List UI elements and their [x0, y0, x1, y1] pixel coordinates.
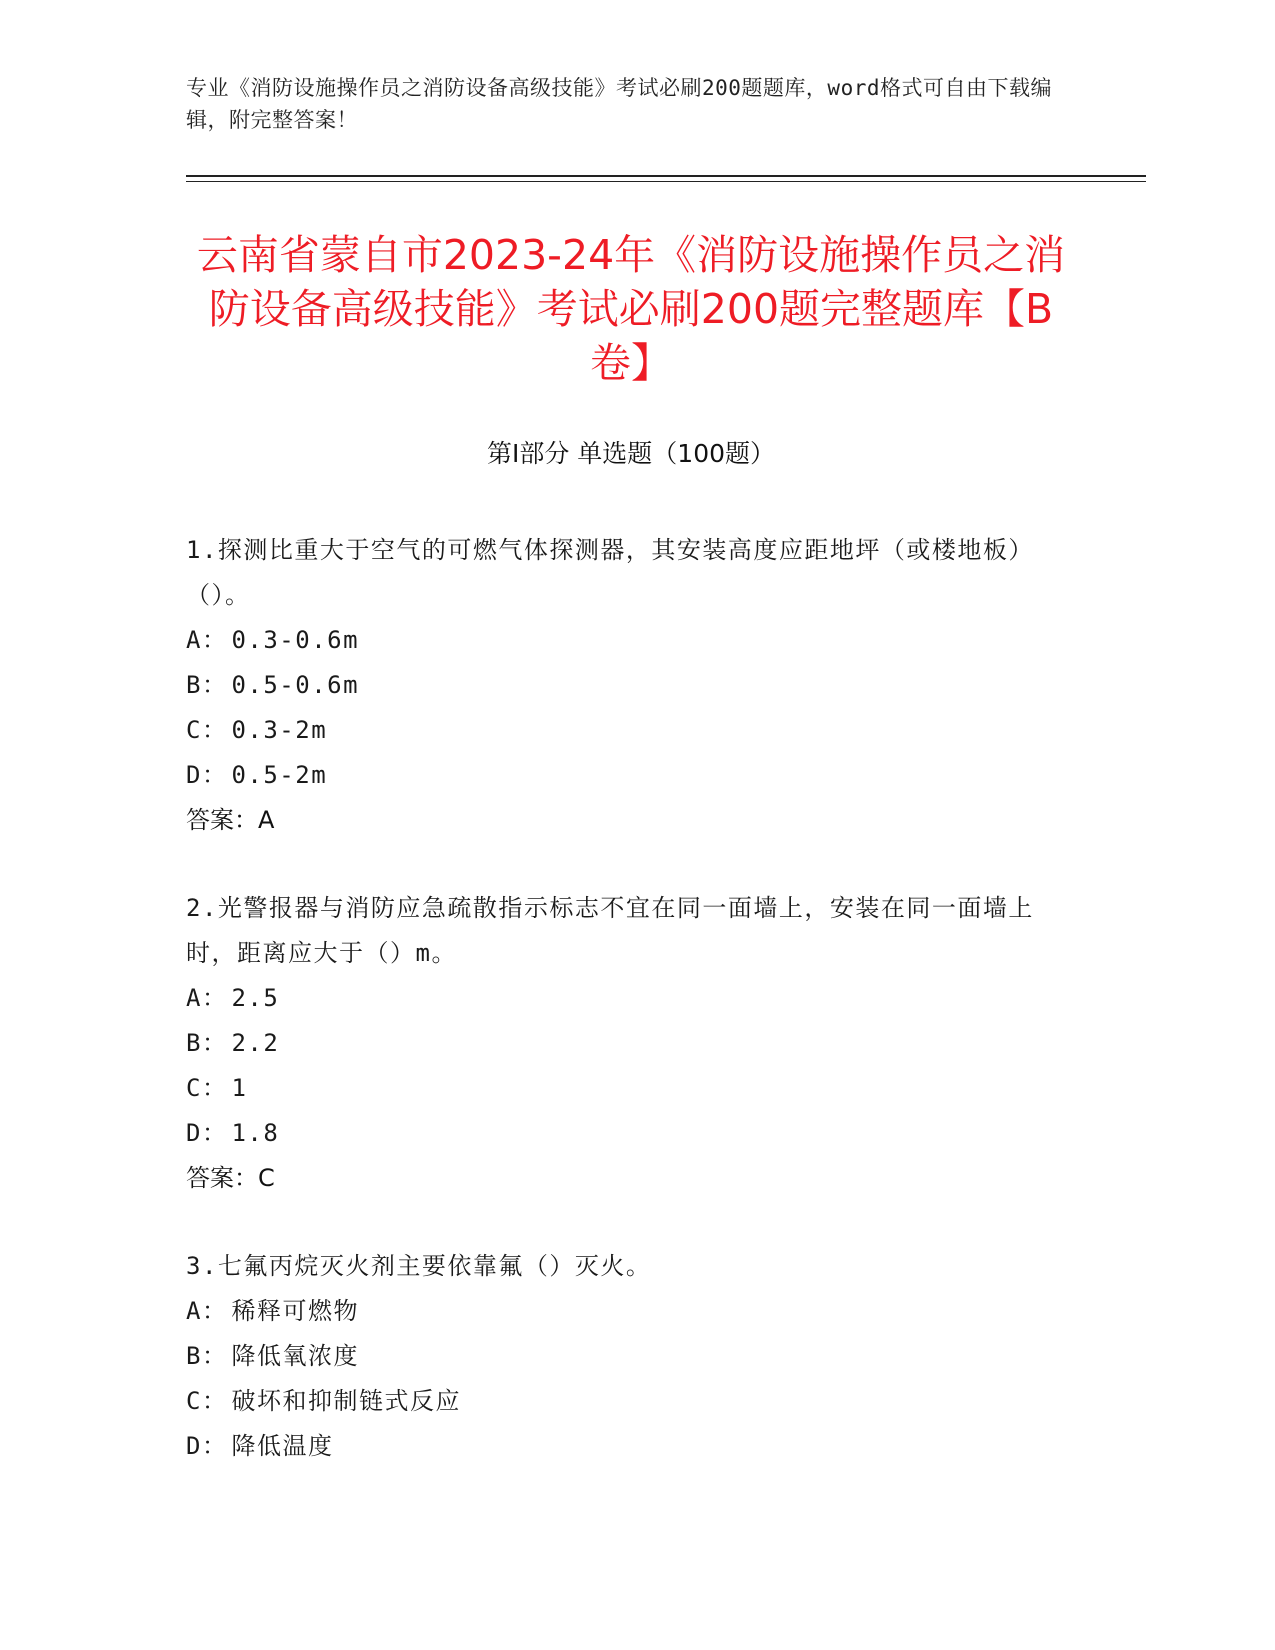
option-key: D： [186, 1432, 228, 1460]
option-key: D： [186, 761, 228, 789]
question-2 [186, 886, 1066, 1201]
option-text: 0.3-2m [231, 716, 328, 744]
option-text: 2.2 [231, 1029, 280, 1057]
header-note: 专业《消防设施操作员之消防设备高级技能》考试必刷200题题库，word格式可自由下载编辑，附完整答案！ [186, 76, 1052, 132]
question-stem: 2.光警报器与消防应急疏散指示标志不宜在同一面墙上，安装在同一面墙上时，距离应大于（）m。 [186, 894, 1034, 967]
option-c [186, 708, 1066, 753]
answer: 答案：A [186, 806, 275, 834]
option-text: 降低氧浓度 [231, 1342, 359, 1370]
question-list [186, 528, 1066, 1512]
option-b [186, 1334, 1066, 1379]
option-key: A： [186, 1297, 228, 1325]
option-a [186, 1289, 1066, 1334]
option-text: 0.5-0.6m [231, 671, 360, 699]
option-key: C： [186, 716, 228, 744]
option-d [186, 753, 1066, 798]
option-c [186, 1066, 1066, 1111]
option-a [186, 618, 1066, 663]
option-text: 1.8 [231, 1119, 280, 1147]
option-text: 降低温度 [231, 1432, 334, 1460]
option-key: B： [186, 671, 228, 699]
option-text: 0.5-2m [231, 761, 328, 789]
header-rule-thick [186, 175, 1146, 177]
question-stem: 1.探测比重大于空气的可燃气体探测器，其安装高度应距地坪（或楼地板）（）。 [186, 536, 1034, 609]
section-heading: 第Ⅰ部分 单选题（100题） [486, 439, 776, 468]
option-text: 破坏和抑制链式反应 [231, 1387, 461, 1415]
option-d [186, 1111, 1066, 1156]
option-key: A： [186, 626, 228, 654]
option-key: A： [186, 984, 228, 1012]
header-rule-thin [186, 181, 1146, 182]
option-text: 2.5 [231, 984, 280, 1012]
option-a [186, 976, 1066, 1021]
option-b [186, 663, 1066, 708]
question-1 [186, 528, 1066, 843]
option-key: C： [186, 1074, 228, 1102]
option-key: D： [186, 1119, 228, 1147]
question-stem: 3.七氟丙烷灭火剂主要依靠氟（）灭火。 [186, 1252, 652, 1280]
option-text: 稀释可燃物 [231, 1297, 359, 1325]
answer: 答案：C [186, 1164, 275, 1192]
option-text: 0.3-0.6m [231, 626, 360, 654]
question-3 [186, 1244, 1066, 1469]
option-text: 1 [231, 1074, 248, 1102]
option-key: B： [186, 1342, 228, 1370]
option-key: B： [186, 1029, 228, 1057]
option-d [186, 1424, 1066, 1469]
option-c [186, 1379, 1066, 1424]
option-key: C： [186, 1387, 228, 1415]
document-title: 云南省蒙自市2023-24年《消防设施操作员之消防设备高级技能》考试必刷200题完整题库【B卷】 [196, 231, 1066, 387]
option-b [186, 1021, 1066, 1066]
